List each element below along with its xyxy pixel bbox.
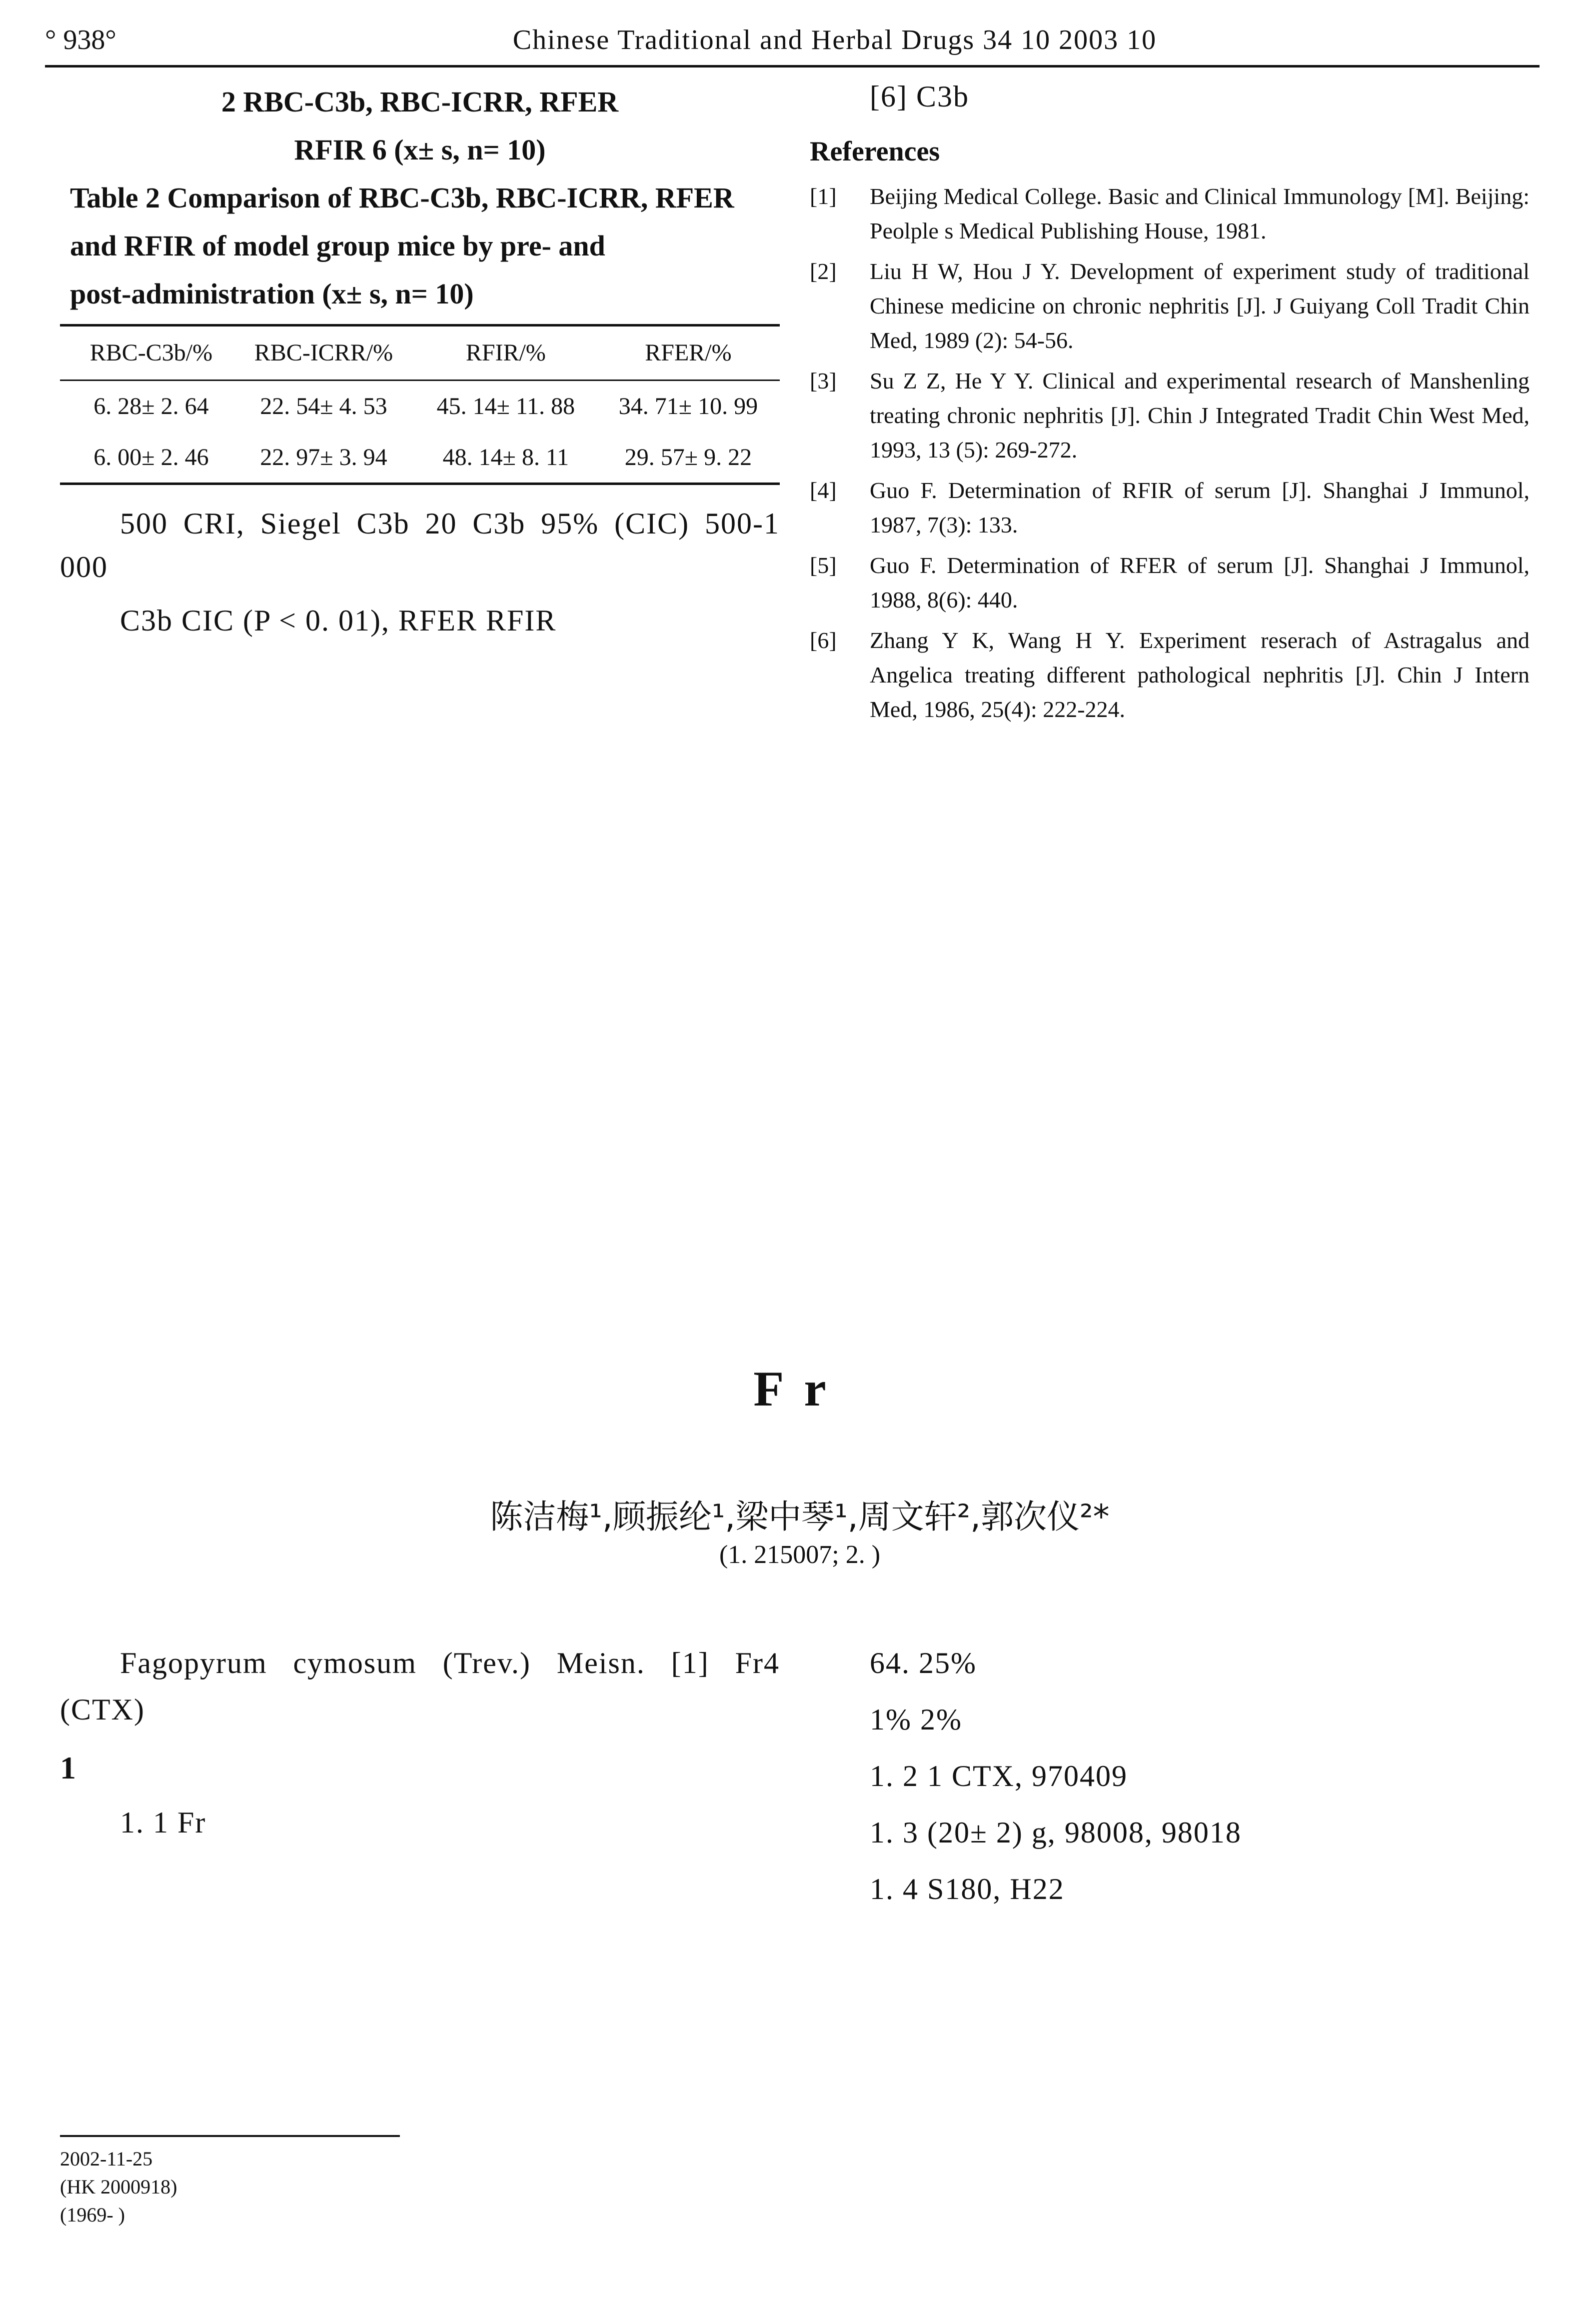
reference-item: [810, 623, 1530, 726]
body-paragraph: Fagopyrum cymosum (Trev.) Meisn. [1] Fr4 (CTX): [60, 1646, 780, 1726]
table-header: RBC-ICRR/%: [232, 326, 415, 380]
reference-number: [1]: [810, 184, 837, 210]
references-heading: References: [810, 136, 940, 167]
reference-number: [6]: [810, 628, 837, 654]
reference-text: Zhang Y K, Wang H Y. Experiment reserach of Astragalus and Angelica treating different pathological nephritis [J]. Chin J Intern Med, 1986, 25(4): 222-224.: [870, 628, 1530, 722]
method-item: 1. 3 (20± 2) g, 98008, 98018: [870, 1816, 1242, 1849]
reference-text: Su Z Z, He Y Y. Clinical and experimental research of Manshenling treating chronic nephritis [J]. Chin J Integrated Tradit Chin West Med, 1993, 13 (5): 269-272.: [870, 368, 1530, 463]
table-cell: 45. 14± 11. 88: [436, 393, 575, 420]
body-paragraph: 1% 2%: [870, 1703, 962, 1736]
body-paragraph: C3b CIC (P < 0. 01), RFER RFIR: [120, 604, 557, 638]
method-item: 1. 2 1 CTX, 970409: [870, 1760, 1128, 1792]
table-header: [60, 326, 70, 380]
footnote-funding: (HK 2000918): [60, 2176, 177, 2198]
body-paragraph: 64. 25%: [870, 1646, 977, 1680]
table-caption-cn-1: 2 RBC-C3b, RBC-ICRR, RFER: [221, 86, 619, 118]
article-authors: 陈洁梅¹,顾振纶¹,梁中琴¹,周文轩²,郭次仪²*: [490, 1498, 1110, 1536]
method-item: 1. 4 S180, H22: [870, 1872, 1065, 1906]
reference-item: [810, 548, 1530, 617]
reference-number: [5]: [810, 552, 837, 578]
footnote-rule: [60, 2135, 400, 2137]
reference-text: Guo F. Determination of RFIR of serum [J]. Shanghai J Immunol, 1987, 7(3): 133.: [870, 478, 1530, 538]
page-number: ° 938°: [45, 24, 116, 56]
reference-text: Liu H W, Hou J Y. Development of experiment study of traditional Chinese medicine on chronic nephritis [J]. J Guiyang Coll Tradit Chin Med, 1989 (2): 54-56.: [870, 258, 1530, 354]
table-header: RBC-C3b/%: [70, 326, 232, 380]
reference-number: [4]: [810, 478, 837, 504]
table-cell: 34. 71± 10. 99: [618, 393, 758, 420]
body-paragraph: [6] C3b: [870, 80, 969, 113]
table-header-row: [60, 326, 780, 380]
article-affiliation: (1. 215007; 2. ): [719, 1540, 881, 1569]
table-header: RFER/%: [597, 326, 780, 380]
footnote-received-date: 2002-11-25: [60, 2148, 153, 2170]
table-caption-en-3: post-administration (x± s, n= 10): [70, 278, 474, 310]
table-row: [60, 432, 780, 484]
footnote-author-bio: (1969- ): [60, 2204, 125, 2226]
left-column: [60, 75, 780, 652]
reference-item: [810, 473, 1530, 542]
reference-number: [2]: [810, 258, 837, 284]
journal-title: Chinese Traditional and Herbal Drugs 34 10 2003 10: [512, 24, 1157, 56]
table-cell: 29. 57± 9. 22: [597, 432, 780, 484]
reference-number: [3]: [810, 368, 837, 394]
section-heading: 1: [60, 1750, 76, 1786]
right-column: [810, 75, 1530, 732]
table-cell: 6. 28± 2. 64: [93, 393, 209, 420]
table-cell: 6. 00± 2. 46: [70, 432, 232, 484]
table-cell: 22. 54± 4. 53: [260, 393, 387, 420]
reference-item: [810, 254, 1530, 358]
table-header: RFIR/%: [415, 326, 597, 380]
method-item: 1. 1 Fr: [120, 1806, 206, 1840]
table-row: [60, 380, 780, 432]
table-cell: 22. 97± 3. 94: [232, 432, 415, 484]
article-title: Fr: [753, 1361, 846, 1416]
table-cell: 48. 14± 8. 11: [415, 432, 597, 484]
comparison-table: [60, 324, 780, 485]
table-caption-en-2: and RFIR of model group mice by pre- and: [70, 230, 605, 262]
table-caption-cn-2: RFIR 6 (x± s, n= 10): [294, 134, 546, 166]
footnote: [60, 2145, 1510, 2229]
reference-item: [810, 364, 1530, 467]
reference-text: Beijing Medical College. Basic and Clinical Immunology [M]. Beijing: Peolple s Medical Publishing House, 1981.: [870, 184, 1530, 244]
table-cell: [60, 380, 70, 432]
reference-item: [810, 179, 1530, 248]
reference-text: Guo F. Determination of RFER of serum [J]. Shanghai J Immunol, 1988, 8(6): 440.: [870, 552, 1530, 613]
article-right-column: [810, 1640, 1530, 1922]
body-paragraph: 500 CRI, Siegel C3b 20 C3b 95% (CIC) 500-1 000: [60, 507, 780, 584]
article-left-column: [60, 1640, 780, 1856]
table-caption-en-1: Table 2 Comparison of RBC-C3b, RBC-ICRR, RFER: [70, 182, 734, 214]
running-header: [45, 15, 1540, 68]
table-cell: [60, 432, 70, 484]
